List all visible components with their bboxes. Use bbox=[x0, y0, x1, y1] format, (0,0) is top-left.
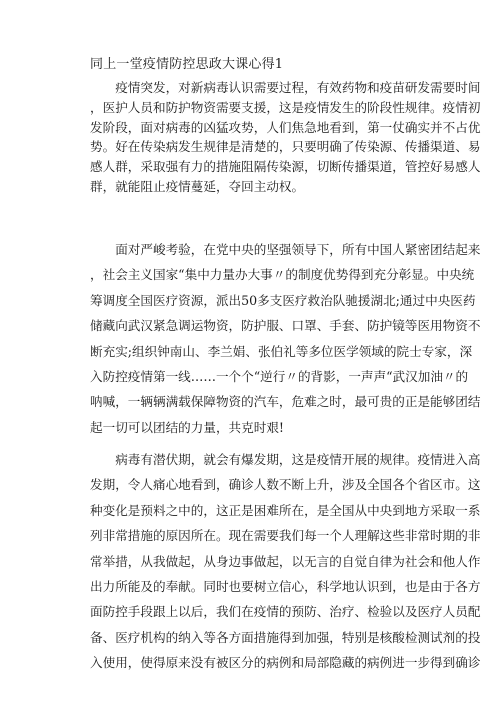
paragraph-line: 入防控疫情第一线……一个个“逆行〃的背影，一声声“武汉加油〃的 bbox=[90, 368, 469, 384]
paragraph-line: 感人群，采取强有力的措施阻隔传染源，切断传播渠道，管控好易感人 bbox=[90, 159, 481, 175]
paragraph-line: 疫情突发，对新病毒认识需要过程，有效药物和疫苗研发需要时间 bbox=[90, 80, 481, 95]
paragraph-line: 发阶段，面对病毒的凶猛攻势，人们焦急地看到，第一仗确实并不占优 bbox=[90, 119, 481, 135]
paragraph-line: 种变化是预料之中的，这正是困难所在，是全国从中央到地方采取一系 bbox=[90, 502, 481, 518]
paragraph-3 bbox=[90, 447, 481, 676]
paragraph-line: 断充实;组织钟南山、李兰娟、张伯礼等多位医学领域的院士专家，深 bbox=[90, 343, 473, 359]
paragraph-line: ，社会主义国家“集中力量办大事〃的制度优势得到充分彰显。中央统 bbox=[90, 267, 475, 283]
paragraph-line: 病毒有潜伏期，就会有爆发期，这是疫情开展的规律。疫情进入高 bbox=[90, 452, 481, 467]
paragraph-line: 列非常措施的原因所在。现在需要我们每一个人理解这些非常时期的非 bbox=[90, 528, 481, 544]
document-title: 同上一堂疫情防控思政大课心得1 bbox=[90, 57, 284, 72]
paragraph-line: 筹调度全国医疗资源，派出50多支医疗救治队驰援湖北;通过中央医药 bbox=[90, 292, 476, 308]
paragraph-1 bbox=[90, 78, 481, 197]
paragraph-line: 备、医疗机构的纳入等各方面措施得到加强，特别是核酸检测试剂的投 bbox=[90, 629, 481, 645]
paragraph-line: 发期，令人痛心地看到，确诊人数不断上升，涉及全国各个省区市。这 bbox=[90, 477, 481, 493]
paragraph-line: 出力所能及的奉献。同时也要树立信心，科学地认识到，也是由于各方 bbox=[90, 578, 481, 594]
paragraph-line: 面防控手段跟上以后，我们在疫情的预防、治疗、检验以及医疗人员配 bbox=[90, 604, 481, 620]
paragraph-line: 群，就能阻止疫情蔓延，夺回主动权。 bbox=[90, 178, 305, 194]
paragraph-line: 常举措，从我做起，从身边事做起，以无言的自觉自律为社会和他人作 bbox=[90, 553, 481, 569]
paragraph-line: 势。好在传染病发生规律是清楚的，只要明确了传染源、传播渠道、易 bbox=[90, 139, 481, 155]
paragraph-line: 呐喊，一辆辆满载保障物资的汽车，危难之时，最可贵的正是能够团结 bbox=[90, 394, 481, 410]
paragraph-2 bbox=[90, 237, 481, 440]
paragraph-line: 面对严峻考验，在党中央的坚强领导下，所有中国人紧密团结起来 bbox=[90, 242, 481, 257]
paragraph-line: ，医护人员和防护物资需要支援，这是疫情发生的阶段性规律。疫情初 bbox=[90, 99, 481, 115]
paragraph-line: 起一切可以团结的力量，共克时艰! bbox=[90, 419, 284, 435]
paragraph-line: 储藏向武汉紧急调运物资，防护服、口罩、手套、防护镜等医用物资不 bbox=[90, 318, 481, 334]
paragraph-line: 入使用，使得原来没有被区分的病例和局部隐藏的病例进一步得到确诊 bbox=[90, 655, 481, 671]
